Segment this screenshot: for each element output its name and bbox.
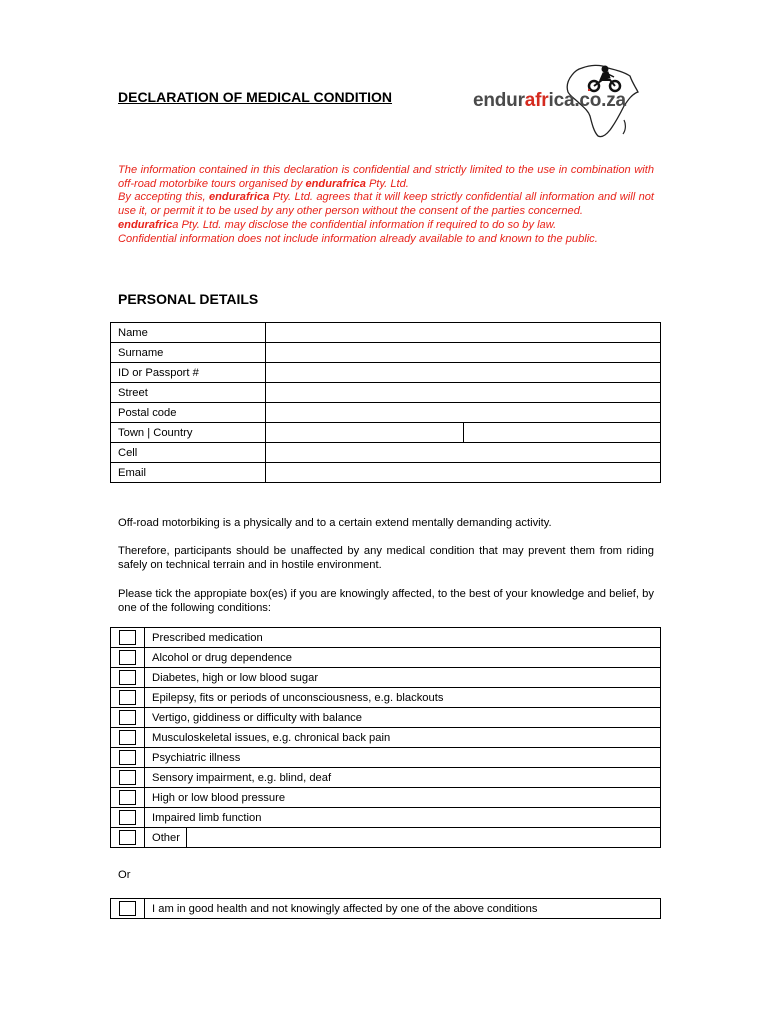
- table-row: [111, 423, 661, 443]
- condition-label: Diabetes, high or low blood sugar: [145, 668, 661, 688]
- surname-field[interactable]: [266, 343, 661, 363]
- field-label: Town | Country: [111, 423, 266, 443]
- section-heading-personal-details: PERSONAL DETAILS: [118, 291, 259, 307]
- condition-checkbox[interactable]: [119, 670, 136, 685]
- condition-label: Sensory impairment, e.g. blind, deaf: [145, 768, 661, 788]
- field-label: Name: [111, 323, 266, 343]
- notice-paragraph: endurafrica Pty. Ltd. may disclose the confidential information if required to do so by law.: [118, 218, 557, 231]
- condition-checkbox[interactable]: [119, 630, 136, 645]
- field-label: ID or Passport #: [111, 363, 266, 383]
- name-field[interactable]: [266, 323, 661, 343]
- logo-wordmark: endurafrica.co.za: [473, 90, 626, 111]
- notice-paragraph: The information contained in this declaration is confidential and strictly limited to the use in combination with off-road motorbike tours organised by endurafrica Pty. Ltd.: [118, 164, 654, 190]
- table-row: [111, 343, 661, 363]
- condition-label: High or low blood pressure: [145, 788, 661, 808]
- endurafrica-logo: [472, 60, 672, 142]
- list-item: [111, 628, 661, 648]
- list-item: [111, 899, 661, 919]
- table-row: [111, 443, 661, 463]
- field-label: Surname: [111, 343, 266, 363]
- other-checkbox[interactable]: [119, 830, 136, 845]
- town-field[interactable]: [266, 423, 464, 442]
- table-row: [111, 383, 661, 403]
- field-label: Cell: [111, 443, 266, 463]
- notice-paragraph: Confidential information does not include information already available to and known to the public.: [118, 232, 598, 245]
- table-row: [111, 363, 661, 383]
- condition-label: Prescribed medication: [145, 628, 661, 648]
- field-label: Street: [111, 383, 266, 403]
- other-condition-field[interactable]: [187, 828, 661, 848]
- condition-checkbox[interactable]: [119, 710, 136, 725]
- good-health-row: [110, 898, 661, 919]
- field-label: Postal code: [111, 403, 266, 423]
- list-item: [111, 748, 661, 768]
- email-field[interactable]: [266, 463, 661, 483]
- list-item: [111, 828, 661, 848]
- condition-label: Alcohol or drug dependence: [145, 648, 661, 668]
- list-item: [111, 688, 661, 708]
- personal-details-table: [110, 322, 661, 483]
- good-health-checkbox[interactable]: [119, 901, 136, 916]
- list-item: [111, 768, 661, 788]
- field-label: Email: [111, 463, 266, 483]
- conditions-checklist: [110, 627, 661, 848]
- table-row: [111, 323, 661, 343]
- list-item: [111, 668, 661, 688]
- condition-label: Other: [145, 828, 187, 848]
- page-title: DECLARATION OF MEDICAL CONDITION: [118, 89, 393, 105]
- condition-checkbox[interactable]: [119, 690, 136, 705]
- table-row: [111, 403, 661, 423]
- condition-checkbox[interactable]: [119, 770, 136, 785]
- condition-label: Psychiatric illness: [145, 748, 661, 768]
- list-item: [111, 788, 661, 808]
- list-item: [111, 728, 661, 748]
- list-item: [111, 648, 661, 668]
- list-item: [111, 708, 661, 728]
- confidentiality-notice: [118, 164, 654, 246]
- condition-checkbox[interactable]: [119, 790, 136, 805]
- street-field[interactable]: [266, 383, 661, 403]
- condition-checkbox[interactable]: [119, 750, 136, 765]
- condition-checkbox[interactable]: [119, 730, 136, 745]
- or-separator: Or: [118, 869, 131, 881]
- condition-label: Epilepsy, fits or periods of unconsciousness, e.g. blackouts: [145, 688, 661, 708]
- condition-checkbox[interactable]: [119, 650, 136, 665]
- notice-paragraph: By accepting this, endurafrica Pty. Ltd. agrees that it will keep strictly confidential all information and will not use it, or permit it to be used by any other person without the consent of the parties concerned.: [118, 191, 654, 218]
- country-field[interactable]: [464, 423, 660, 442]
- body-paragraph: Please tick the appropiate box(es) if you are knowingly affected, to the best of your knowledge and belief, by one of the following conditions:: [118, 588, 654, 614]
- condition-checkbox[interactable]: [119, 810, 136, 825]
- body-paragraph: Off-road motorbiking is a physically and to a certain extend mentally demanding activity.: [118, 517, 552, 529]
- table-row: [111, 463, 661, 483]
- body-paragraph: Therefore, participants should be unaffected by any medical condition that may prevent them from riding safely on technical terrain and in hostile environment.: [118, 545, 654, 571]
- condition-label: Vertigo, giddiness or difficulty with balance: [145, 708, 661, 728]
- condition-label: Musculoskeletal issues, e.g. chronical back pain: [145, 728, 661, 748]
- condition-label: Impaired limb function: [145, 808, 661, 828]
- good-health-label: I am in good health and not knowingly affected by one of the above conditions: [145, 899, 661, 919]
- postal-code-field[interactable]: [266, 403, 661, 423]
- list-item: [111, 808, 661, 828]
- cell-field[interactable]: [266, 443, 661, 463]
- id-passport-field[interactable]: [266, 363, 661, 383]
